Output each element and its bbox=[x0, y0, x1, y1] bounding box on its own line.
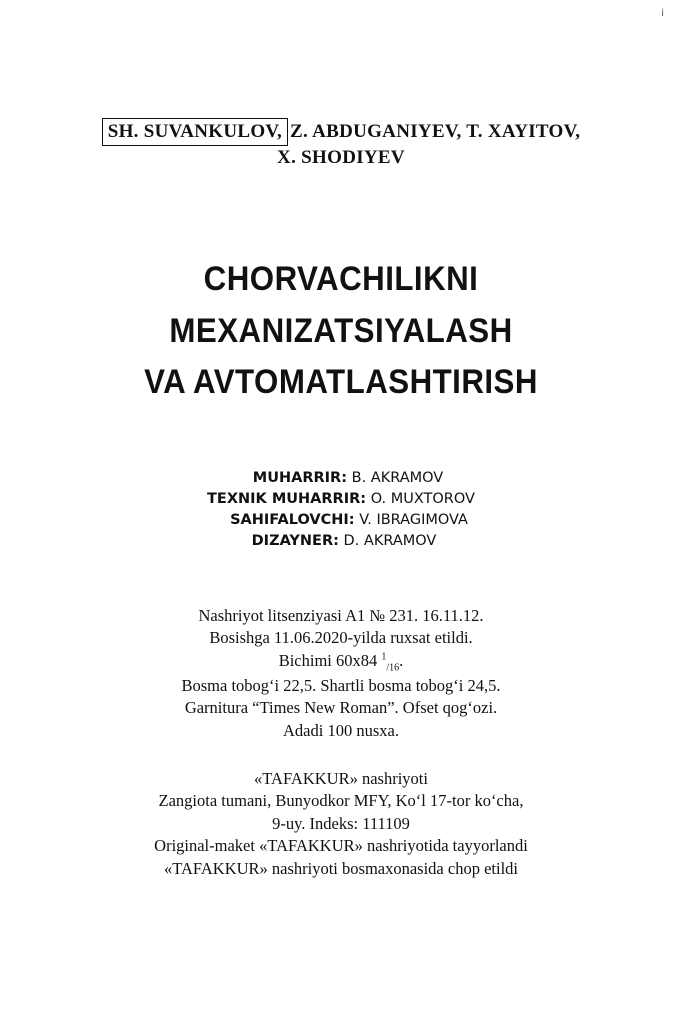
staff-role: MUHARRIR: bbox=[252, 470, 348, 486]
format-sub: /16 bbox=[386, 662, 400, 674]
staff-row-layout bbox=[0, 510, 682, 531]
staff-row-designer bbox=[0, 531, 682, 552]
staff-person: B. AKRAMOV bbox=[351, 470, 444, 486]
book-title bbox=[27, 254, 654, 409]
page-mark: i bbox=[661, 8, 664, 19]
staff-person: V. IBRAGIMOVA bbox=[359, 512, 468, 529]
title-line-1: CHORVACHILIKNI bbox=[203, 260, 479, 298]
print-details bbox=[0, 605, 682, 742]
staff-row-technical-editor bbox=[0, 489, 682, 510]
format-prefix: Bichimi 60x84 bbox=[278, 650, 382, 670]
author-line-1-rest: Z. ABDUGANIYEV, T. XAYITOV, bbox=[290, 121, 581, 142]
staff-row-editor bbox=[0, 468, 682, 489]
sheets-line: Bosma tobog‘i 22,5. Shartli bosma tobog‘i 24,5. bbox=[181, 675, 501, 695]
publisher-name: «TAFAKKUR» nashriyoti bbox=[254, 769, 428, 788]
publisher-address-1: Zangiota tumani, Bunyodkor MFY, Ko‘l 17-tor ko‘cha, bbox=[158, 791, 524, 811]
staff-person: O. MUXTOROV bbox=[370, 491, 475, 508]
staff-role: DIZAYNER: bbox=[251, 533, 339, 550]
author-line-1 bbox=[0, 118, 682, 146]
author-boxed: SH. SUVANKULOV, bbox=[102, 118, 288, 146]
publisher-address-2: 9-uy. Indeks: 111109 bbox=[272, 813, 410, 833]
signed-line: Bosishga 11.06.2020-yilda ruxsat etildi. bbox=[209, 628, 473, 648]
copies-line: Adadi 100 nusxa. bbox=[283, 720, 399, 740]
staff-role: SAHIFALOVCHI: bbox=[230, 512, 355, 529]
font-line: Garnitura “Times New Roman”. Ofset qog‘ozi. bbox=[184, 698, 498, 718]
author-list bbox=[0, 118, 682, 170]
license-line: Nashriyot litsenziyasi A1 № 231. 16.11.12. bbox=[198, 606, 484, 625]
layout-note: Original-maket «TAFAKKUR» nashriyotida tayyorlandi bbox=[154, 836, 528, 856]
author-line-2: X. SHODIYEV bbox=[277, 146, 405, 168]
publisher-info bbox=[0, 768, 682, 880]
format-suffix: . bbox=[399, 650, 404, 670]
title-line-2: MEXANIZATSIYALASH bbox=[169, 311, 513, 350]
format-sup: 1 bbox=[381, 651, 387, 663]
printed-note: «TAFAKKUR» nashriyoti bosmaxonasida chop etildi bbox=[163, 858, 518, 878]
staff-role: TEXNIK MUHARRIR: bbox=[207, 491, 367, 508]
editorial-staff bbox=[0, 468, 682, 552]
format-line bbox=[0, 650, 682, 675]
title-line-3: VA AVTOMATLASHTIRISH bbox=[144, 363, 538, 402]
staff-person: D. AKRAMOV bbox=[343, 533, 437, 550]
